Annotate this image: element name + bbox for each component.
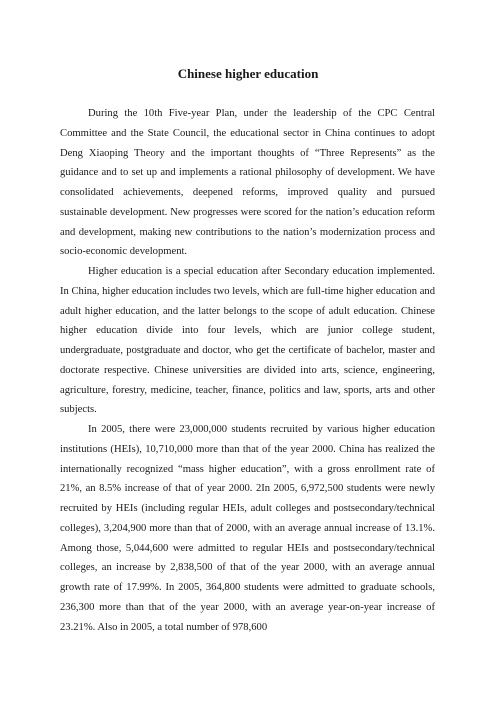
document-body — [60, 104, 435, 637]
paragraph-2005-statistics: In 2005, there were 23,000,000 students recruited by various higher education institutions (HEIs), 10,710,000 more than that of the year 2000. China has realized the internationally recognized “mass higher education”, with a gross enrollment rate of 21%, an 8.5% increase of that of year 2000. 2In 2005, 6,972,500 students were newly recruited by HEIs (including regular HEIs, adult colleges and postsecondary/technical colleges), 3,204,900 more than that of 2000, with an average annual increase of 13.1%. Among those, 5,044,600 were admitted to regular HEIs and postsecondary/technical colleges, an increase by 2,838,500 of that of the year 2000, with an average annual growth rate of 17.99%. In 2005, 364,800 students were admitted to graduate schools, 236,300 more than that of the year 2000, with an average year-on-year increase of 23.21%. Also in 2005, a total number of 978,600 — [60, 424, 435, 633]
paragraph-five-year-plan: During the 10th Five-year Plan, under the leadership of the CPC Central Committee and the State Council, the educational sector in China continues to adopt Deng Xiaoping Theory and the important thoughts of “Three Represents” as the guidance and to set up and implements a rational philosophy of development. We have consolidated achievements, deepened reforms, improved quality and pursued sustainable development. New progresses were scored for the nation’s education reform and development, making new contributions to the nation’s modernization process and socio-economic development. — [60, 108, 435, 258]
paragraph-higher-education-levels: Higher education is a special education after Secondary education implemented. In China, higher education includes two levels, which are full-time higher education and adult higher education, and the latter belongs to the scope of adult education. Chinese higher education divide into four levels, which are junior college student, undergraduate, postgraduate and doctor, who get the certificate of bachelor, master and doctorate respective. Chinese universities are divided into arts, science, engineering, agriculture, forestry, medicine, teacher, finance, politics and law, sports, arts and other subjects. — [60, 266, 435, 416]
document-title: Chinese higher education — [177, 66, 319, 81]
